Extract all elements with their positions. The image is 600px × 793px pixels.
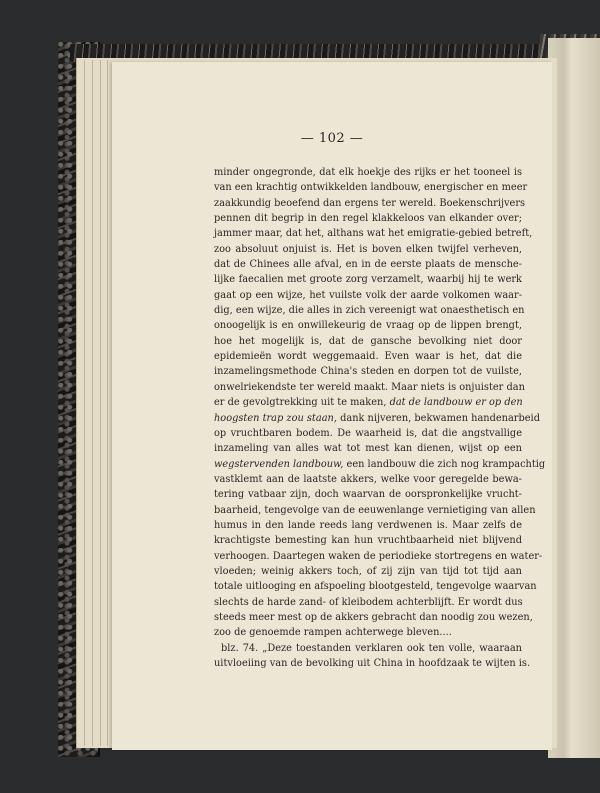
text-run: slechts de harde zand- of kleibodem achterblijft. Er wordt dus [214,596,523,608]
text-run: vastklemt aan de laatste akkers, welke voor geregelde bewa- [214,473,522,485]
italic-text: wegstervenden landbouw, [214,458,344,470]
text-run: baarheid, tengevolge van de eeuwenlange vernietiging van allen [214,504,536,516]
text-line [214,656,531,671]
italic-text: dat de landbouw er op den [389,397,523,409]
text-line [214,395,522,410]
text-line [214,257,522,272]
text-line [214,380,525,395]
text-line [214,503,536,518]
text-run: lijke faecalien met groote zorg verzamelt, waarbij hij te werk [214,274,522,286]
text-run: epidemieën wordt weggemaaid. Even waar is het, dat die [214,351,522,363]
page-edge-line [92,60,93,746]
text-line [214,349,522,364]
text-run: blz. 74. „Deze toestanden verklaren ook ten volle, waaraan [221,642,522,654]
text-line [214,318,522,333]
italic-text: hoogsten trap zou staan, [214,412,337,424]
text-run: krachtigste bemesting kan hun vruchtbaarheid niet blijvend [214,535,522,547]
text-run: minder ongegronde, dat elk hoekje des rijks er het tooneel is [214,167,522,178]
text-line [214,165,522,180]
text-line [214,472,522,487]
text-line [214,487,522,502]
text-run: zoo absoluut onjuist is. Het is boven elken twijfel verheven, [214,243,522,255]
text-line [214,288,522,303]
text-line [214,610,533,625]
text-run: dank nijveren, bekwamen handenarbeid [336,412,540,424]
text-run: zoo de genoemde rampen achterwege bleven.... [214,627,452,639]
page-number: — 102 — [300,131,364,146]
text-run: totale uitlooging en afspoeling blootgesteld, tengevolge waarvan [214,581,537,593]
text-line [214,441,522,456]
text-run: zaakkundig beoefend dan ergens ter wereld. Boekenschrijvers [214,197,526,209]
text-line [214,595,522,610]
text-run: uitvloeiing van de bevolking uit China in hoofdzaak te wijten is. [214,658,531,669]
text-line [214,579,537,594]
text-line [214,641,522,656]
text-run: steeds meer mest op de akkers gebracht dan noodig zou wezen, [214,611,533,623]
text-run: er de gevolgtrekking uit te maken, [214,397,390,409]
page-edge-line [84,60,85,746]
text-run: vloeden; weinig akkers toch, of zij zijn van tijd tot tijd aan [214,565,522,577]
text-line [214,564,522,579]
text-run: humus in den lande reeds lang verdwenen is. Maar zelfs de [214,519,522,531]
text-line [214,533,522,548]
body-text [214,165,546,671]
text-run: van een krachtig ontwikkelden landbouw, energischer en meer [214,182,528,194]
text-run: op vruchtbaren bodem. De waarheid is, dat die angstvallige [214,427,522,439]
text-run: inzamelingsmethode China's steden en dorpen tot de vuilste, [214,366,522,378]
text-run: onoogelijk is en onwillekeurig de vraag op de lippen brengt, [214,320,522,332]
text-run: dig, een wijze, die alles in zich vereenigt wat onaesthetisch en [214,305,525,317]
text-line [214,334,522,349]
text-line [214,411,540,426]
page-edge-line [100,60,101,746]
text-run: een landbouw die zich nog krampachtig [343,458,546,470]
text-line [214,196,526,211]
text-run: jammer maar, dat het, althans wat het emigratie-gebied betreft, [214,228,533,240]
text-line [214,457,546,472]
text-line [214,426,522,441]
text-line [214,303,525,318]
text-run: tering vatbaar zijn, doch waarvan de oorspronkelijke vrucht- [214,489,522,501]
text-run: dat de Chinees alle afval, en in de eerste plaats de mensche- [214,259,522,271]
text-run: pennen dit begrip in den regel klakkeloos van elkander over; [214,213,522,225]
text-line [214,625,522,640]
book-page [112,62,552,750]
text-run: hoe het mogelijk is, dat de gansche bevolking niet door [214,335,522,347]
text-line [214,226,533,241]
page-edge-line [107,60,108,746]
text-line [214,518,522,533]
text-run: onwelriekendste ter wereld maakt. Maar niets is onjuister dan [214,381,525,393]
text-run: gaat op een wijze, het vuilste volk der aarde volkomen waar- [214,289,522,301]
text-line [214,242,522,257]
text-line [214,180,528,195]
text-run: inzameling van alles wat tot mest kan dienen, wijst op een [214,443,522,455]
text-line [214,364,522,379]
text-line [214,549,543,564]
text-line [214,211,522,226]
text-line [214,272,522,287]
text-run: verhoogen. Daartegen waken de periodieke stortregens en water- [214,550,543,562]
